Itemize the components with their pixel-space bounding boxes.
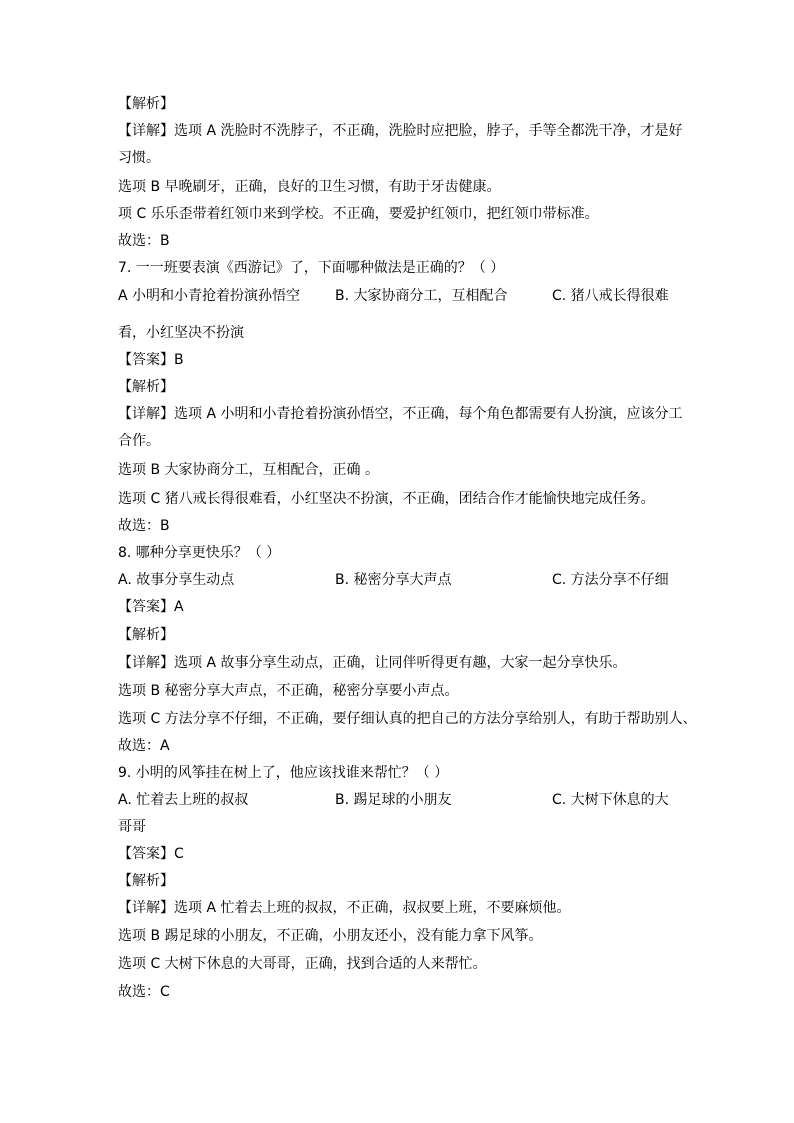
- q9-option-b: B. 踢足球的小朋友: [335, 792, 452, 808]
- q9-analysis-heading: 【解析】: [118, 873, 174, 889]
- q9-option-c-continued: 哥哥: [118, 819, 146, 835]
- q8-detail-line: 选项 B 秘密分享大声点，不正确，秘密分享要小声点。: [118, 683, 459, 699]
- detail-line: 【详解】选项 A 洗脸时不洗脖子，不正确，洗脸时应把脸，脖子，手等全都洗干净，才是好: [118, 123, 683, 139]
- q7-option-c-continued: 看，小红坚决不扮演: [118, 325, 244, 341]
- conclusion: 故选：B: [118, 233, 170, 249]
- q8-option-b: B. 秘密分享大声点: [335, 572, 452, 588]
- q7-detail-line: 选项 C 猪八戒长得很难看，小红坚决不扮演，不正确，团结合作才能愉快地完成任务。: [118, 491, 655, 507]
- q7-option-a: A 小明和小青抢着扮演孙悟空: [118, 288, 301, 304]
- question-9: 9. 小明的风筝挂在树上了，他应该找谁来帮忙？（ ）: [118, 765, 449, 781]
- question-7: 7. 一一班要表演《西游记》了，下面哪种做法是正确的？（ ）: [118, 260, 505, 276]
- q7-analysis-heading: 【解析】: [118, 379, 174, 395]
- q7-detail-line: 【详解】选项 A 小明和小青抢着扮演孙悟空，不正确，每个角色都需要有人扮演，应该分工: [118, 406, 683, 422]
- q7-detail-line: 合作。: [118, 433, 160, 449]
- q9-detail-line: 【详解】选项 A 忙着去上班的叔叔，不正确，叔叔要上班，不要麻烦他。: [118, 900, 571, 916]
- q7-option-c: C. 猪八戒长得很难: [552, 288, 669, 304]
- q8-analysis-heading: 【解析】: [118, 627, 174, 643]
- q9-option-c: C. 大树下休息的大: [552, 792, 669, 808]
- q9-detail-line: 选项 C 大树下休息的大哥哥，正确，找到合适的人来帮忙。: [118, 956, 487, 972]
- q8-answer: 【答案】A: [118, 599, 184, 615]
- q9-option-a: A. 忙着去上班的叔叔: [118, 792, 249, 808]
- analysis-heading: 【解析】: [118, 96, 174, 112]
- q7-detail-line: 选项 B 大家协商分工，互相配合，正确 。: [118, 462, 379, 478]
- detail-line: 习惯。: [118, 150, 160, 166]
- q9-answer: 【答案】C: [118, 846, 184, 862]
- q7-option-b: B. 大家协商分工，互相配合: [335, 288, 508, 304]
- q9-detail-line: 选项 B 踢足球的小朋友，不正确，小朋友还小，没有能力拿下风筝。: [118, 928, 543, 944]
- q7-conclusion: 故选：B: [118, 518, 170, 534]
- q7-answer: 【答案】B: [118, 352, 184, 368]
- q8-detail-line: 【详解】选项 A 故事分享生动点，正确，让同伴听得更有趣，大家一起分享快乐。: [118, 655, 627, 671]
- detail-line: 项 C 乐乐歪带着红领巾来到学校。不正确，要爱护红领巾，把红领巾带标准。: [118, 206, 599, 222]
- detail-line: 选项 B 早晚刷牙，正确，良好的卫生习惯，有助于牙齿健康。: [118, 179, 501, 195]
- q8-detail-line: 选项 C 方法分享不仔细，不正确，要仔细认真的把自己的方法分享给别人，有助于帮助别人、: [118, 711, 697, 727]
- q8-option-c: C. 方法分享不仔细: [552, 572, 669, 588]
- q8-option-a: A. 故事分享生动点: [118, 572, 235, 588]
- q8-conclusion: 故选：A: [118, 738, 170, 754]
- q9-conclusion: 故选：C: [118, 984, 170, 1000]
- question-8: 8. 哪种分享更快乐？（ ）: [118, 545, 281, 561]
